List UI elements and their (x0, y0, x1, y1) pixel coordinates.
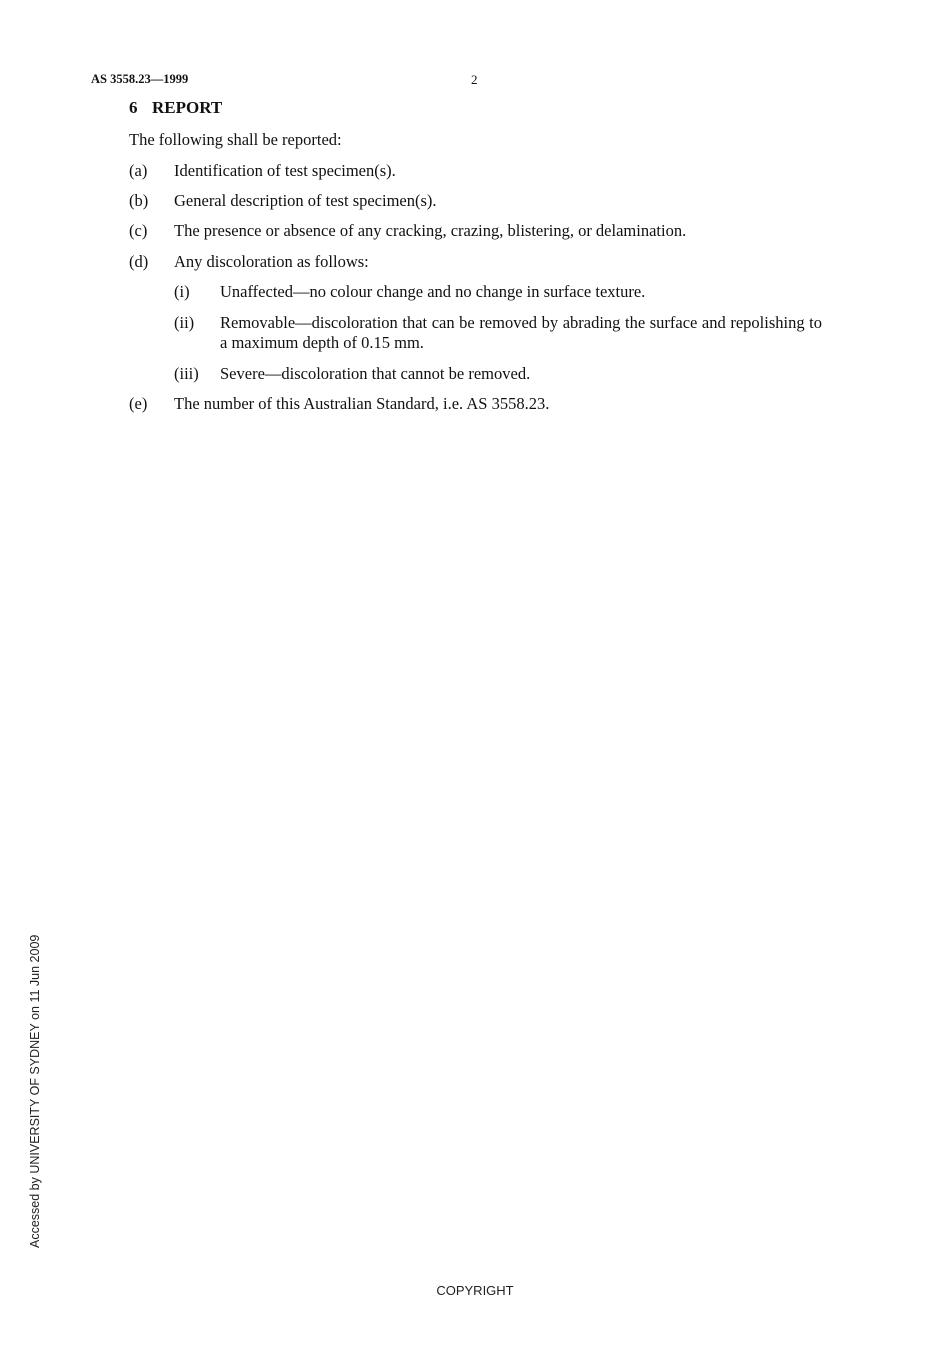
section-heading (129, 98, 222, 118)
section-title: REPORT (152, 98, 223, 117)
section-intro: The following shall be reported: (129, 130, 342, 149)
sub-list-item-marker: (i) (174, 282, 190, 301)
list-item-marker: (a) (129, 161, 148, 180)
list-item-text: Identification of test specimen(s). (174, 161, 396, 180)
sub-list-item-text: Removable—discoloration that can be removed by abrading the surface and repolishing to a maximum depth of 0.15 mm. (220, 313, 822, 352)
running-head-standard-id: AS 3558.23—1999 (91, 72, 189, 86)
section-number: 6 (129, 98, 138, 117)
list-item-marker: (c) (129, 221, 148, 240)
list-item-text: The presence or absence of any cracking, crazing, blistering, or delamination. (174, 221, 687, 240)
access-watermark: Accessed by UNIVERSITY OF SYDNEY on 11 Jun 2009 (28, 934, 42, 1248)
sub-list-item-marker: (ii) (174, 313, 195, 332)
list-item-marker: (d) (129, 252, 149, 271)
copyright-footer: COPYRIGHT (436, 1283, 514, 1298)
sub-list-item-marker: (iii) (174, 364, 199, 383)
sub-list-item-text: Severe—discoloration that cannot be removed. (220, 364, 531, 383)
list-item-marker: (b) (129, 191, 149, 210)
list-item-text: Any discoloration as follows: (174, 252, 369, 271)
list-item-text: General description of test specimen(s). (174, 191, 437, 210)
list-item-marker: (e) (129, 394, 148, 413)
page-number: 2 (471, 72, 478, 87)
sub-list-item-text: Unaffected—no colour change and no change in surface texture. (220, 282, 646, 301)
list-item-text: The number of this Australian Standard, i.e. AS 3558.23. (174, 394, 550, 413)
